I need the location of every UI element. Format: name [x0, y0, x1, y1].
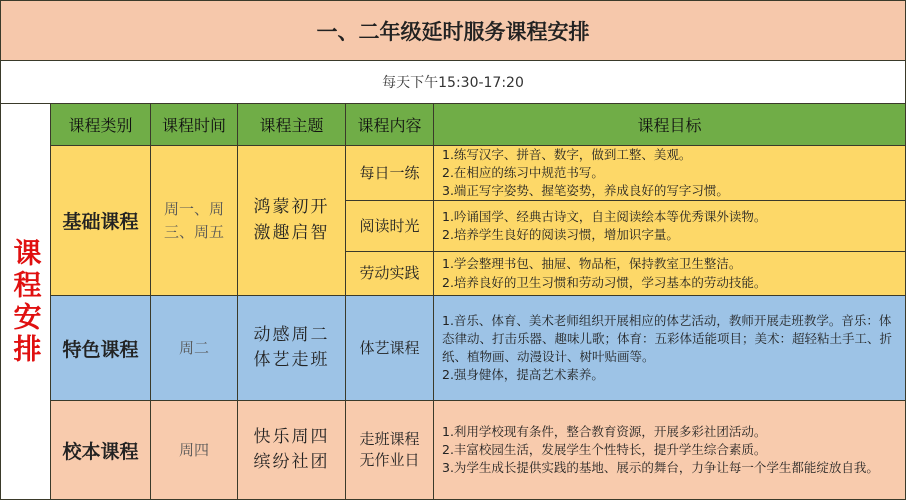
content-cell: 阅读时光 — [345, 200, 434, 252]
goal-cell — [433, 251, 906, 296]
goal-text: 1.练写汉字、拼音、数字，做到工整、美观。 2.在相应的练习中规范书写。 3.端正写字姿势、握笔姿势，养成良好的写字习惯。 — [442, 146, 729, 199]
content-cell: 劳动实践 — [345, 251, 434, 296]
content-cell: 走班课程 无作业日 — [345, 400, 434, 500]
goal-text: 1.利用学校现有条件，整合教育资源，开展多彩社团活动。 2.丰富校园生活，发展学生个性特长，提升学生综合素质。 3.为学生成长提供实践的基地、展示的舞台，力争让每一个学生都能绽放自我。 — [442, 423, 879, 476]
time-cell: 周四 — [150, 400, 238, 500]
page-title: 一、二年级延时服务课程安排 — [0, 0, 906, 61]
category-cell: 校本课程 — [50, 400, 151, 500]
header-time: 课程时间 — [150, 103, 238, 146]
goal-text: 1.学会整理书包、抽屉、物品柜，保持教室卫生整洁。 2.培养良好的卫生习惯和劳动习惯，学习基本的劳动技能。 — [442, 256, 767, 290]
content-cell: 体艺课程 — [345, 295, 434, 401]
header-goal: 课程目标 — [433, 103, 906, 146]
theme-cell: 动感周二 体艺走班 — [237, 295, 346, 401]
content-cell: 每日一练 — [345, 145, 434, 201]
theme-cell: 鸿蒙初开 激趣启智 — [237, 145, 346, 296]
category-cell: 基础课程 — [50, 145, 151, 296]
side-label: 课程安排 — [0, 103, 51, 500]
theme-cell: 快乐周四 缤纷社团 — [237, 400, 346, 500]
header-content: 课程内容 — [345, 103, 434, 146]
header-category: 课程类别 — [50, 103, 151, 146]
time-cell: 周一、周 三、周五 — [150, 145, 238, 296]
category-cell: 特色课程 — [50, 295, 151, 401]
schedule-time: 每天下午15:30-17:20 — [0, 60, 906, 104]
goal-text: 1.音乐、体育、美术老师组织开展相应的体艺活动，教师开展走班教学。音乐：体态律动、打击乐器、趣味儿歌；体育：五彩体适能项目；美术：超轻粘土手工、折纸、植物画、动漫设计、树叶贴画等。 2.强身健体，提高艺术素养。 — [442, 312, 893, 383]
goal-text: 1.吟诵国学、经典古诗文，自主阅读绘本等优秀课外读物。 2.培养学生良好的阅读习惯，增加识字量。 — [442, 208, 767, 242]
goal-cell — [433, 200, 906, 252]
goal-cell — [433, 295, 906, 401]
time-cell: 周二 — [150, 295, 238, 401]
header-theme: 课程主题 — [237, 103, 346, 146]
goal-cell — [433, 400, 906, 500]
goal-cell — [433, 145, 906, 201]
